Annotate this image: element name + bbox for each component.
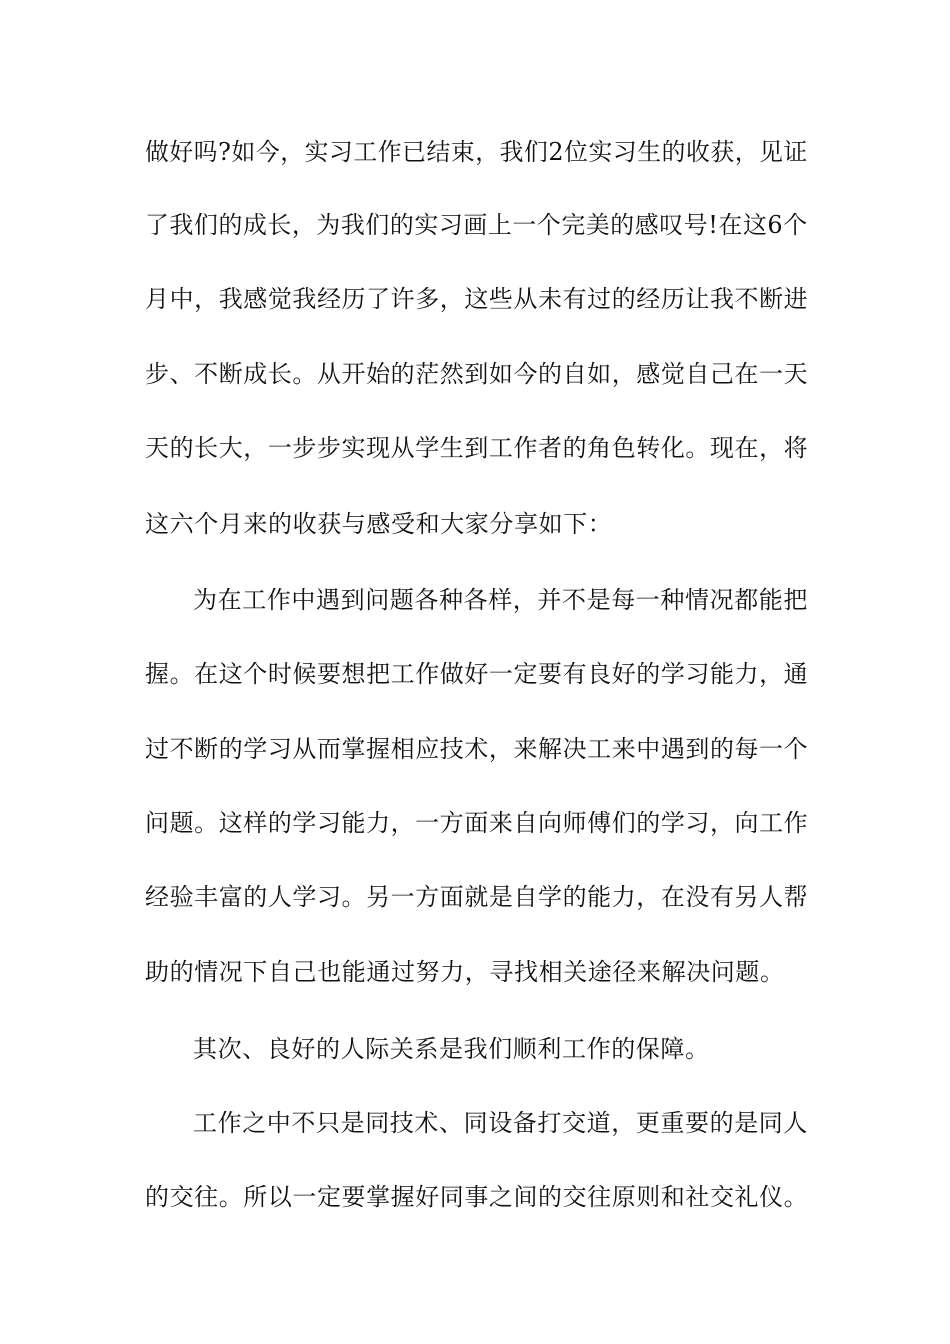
text-line: 步、不断成长。从开始的茫然到如今的自如，感觉自己在一天 <box>145 360 809 388</box>
text-line: 天的长大，一步步实现从学生到工作者的角色转化。现在，将 <box>145 434 809 462</box>
text-line: 经验丰富的人学习。另一方面就是自学的能力，在没有另人帮 <box>145 883 809 911</box>
text-line: 做好吗?如今，实习工作已结束，我们2位实习生的收获，见证 <box>145 138 808 166</box>
text-line: 助的情况下自己也能通过努力，寻找相关途径来解决问题。 <box>145 958 785 986</box>
text-line: 了我们的成长，为我们的实习画上一个完美的感叹号!在这6个 <box>145 211 808 239</box>
text-line: 过不断的学习从而掌握相应技术，来解决工来中遇到的每一个 <box>145 735 809 763</box>
text-line: 握。在这个时候要想把工作做好一定要有良好的学习能力，通 <box>145 660 809 688</box>
text-line: 问题。这样的学习能力，一方面来自向师傅们的学习，向工作 <box>145 809 809 837</box>
text-line: 月中，我感觉我经历了许多，这些从未有过的经历让我不断进 <box>145 285 809 313</box>
text-line: 的交往。所以一定要掌握好同事之间的交往原则和社交礼仪。 <box>145 1183 809 1211</box>
paragraph-first-line: 其次、良好的人际关系是我们顺利工作的保障。 <box>193 1035 710 1063</box>
paragraph-first-line: 工作之中不只是同技术、同设备打交道，更重要的是同人 <box>193 1109 808 1137</box>
paragraph-first-line: 为在工作中遇到问题各种各样，并不是每一种情况都能把 <box>193 586 808 614</box>
text-line: 这六个月来的收获与感受和大家分享如下： <box>145 510 613 538</box>
